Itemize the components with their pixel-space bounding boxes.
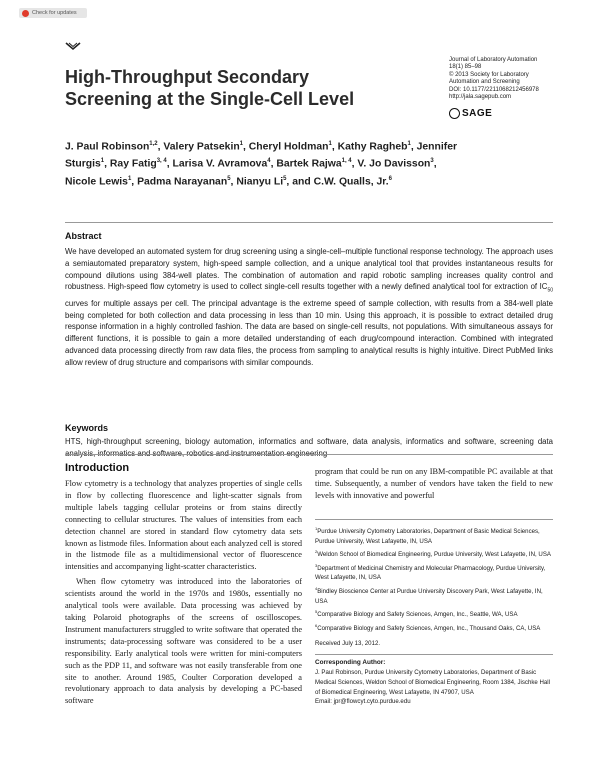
abstract-text-part-1: We have developed an automated system for drug screening using a single-cell–multiple functional response technology. The approach uses a semiautomated preparatory system, high-speed sample collection, and a unique analytical tool that provides instantaneous results for compound dilutions using 384-well plates. The combination of automation and rapid robotic sampling increases quality control and robustness. High-speed flow cytometry is used to collect single-cell results together with a newly defined analytical tool for extraction of IC [65,247,553,292]
author-affiliation-marker: 1,2 [149,141,158,147]
affiliation-item [315,547,553,560]
affiliation-text: Bindley Bioscience Center at Purdue University Discovery Park, West Lafayette, IN, USA [315,587,543,605]
affiliation-marker: 6 [315,622,318,628]
intro-paragraph: Flow cytometry is a technology that analyzes properties of single cells in flow by collecting fluorescence and light-scatter signals from multiple labels tagging cellular proteins or from stains directly connecting to cellular structures. The values of intensities from each detection channel are stored in standard flow cytometry data sets known as listmode files. Information about each analyzed cell is stored in the listmode file as a multidimensional vector of fluorescence intensities and accompanying light-scatter characteristics. [65,479,302,572]
affiliation-text: Weldon School of Biomedical Engineering, Purdue University, West Lafayette, IN, USA [317,551,551,559]
author-affiliation-marker: 4 [267,158,271,165]
author-affiliation-marker: 1 [239,141,244,147]
author-affiliation-marker: 1 [407,141,411,147]
keywords-heading: Keywords [65,423,109,433]
author-name: Padma Narayanan [137,176,228,188]
check-for-updates-badge[interactable] [19,8,87,18]
author-affiliation-marker: 6 [388,175,392,182]
affiliation-marker: 4 [315,585,318,591]
author-name: Larisa V. Avramova [172,158,268,170]
check-for-updates-label: Check for updates [32,10,77,16]
footnote-divider [315,519,553,520]
author-name: V. Jo Davisson [357,158,431,170]
journal-info [449,57,589,101]
author-name: Valery Patsekin [163,141,240,153]
author-affiliation-marker: 3, 4 [156,158,167,165]
publisher-name: SAGE [462,108,493,119]
author-affiliation-marker: 1, 4 [341,158,352,165]
author-name: Nianyu Li [236,176,284,188]
affiliation-marker: 1 [315,526,318,531]
abstract-text [65,246,553,369]
journal-logo-icon [65,42,81,51]
affiliation-text: Comparative Biology and Safety Sciences, Amgen, Inc., Seattle, WA, USA [317,611,518,619]
corresponding-author-heading: Corresponding Author: [315,659,386,666]
journal-info-line: Journal of Laboratory Automation [449,57,538,63]
author-affiliation-marker: 1 [100,158,105,165]
author-name: Jennifer Sturgis [65,141,458,170]
corresponding-author-address: J. Paul Robinson, Purdue University Cytometry Laboratories, Department of Basic Medical Sciences, Weldon School of Biomedical Engineering, Room 1384, Jischke Hall of Biomedical Engineering, West Lafayette, IN 47907, USA [315,669,550,696]
affiliation-text: Comparative Biology and Safety Sciences, Amgen, Inc., Thousand Oaks, CA, USA [317,624,541,632]
keywords-text: HTS, high-throughput screening, biology automation, informatics and software, data analysis, informatics and software, screening data analysis, informatics and software, robotics and instrumentation engineering [65,437,553,458]
affiliation-text: Department of Medicinal Chemistry and Molecular Pharmacology, Purdue University, West Lafayette, IN, USA [315,564,546,582]
introduction-heading: Introduction [65,462,130,474]
author-name: Kathy Ragheb [337,141,408,153]
author-name: Ray Fatig [109,158,157,170]
abstract-heading: Abstract [65,231,102,241]
journal-info-line: © 2013 Society for Laboratory [449,71,529,78]
publisher-logo [449,108,492,119]
affiliation-item [315,561,553,584]
affiliation-item [315,607,553,620]
abstract-text-part-2: curves for multiple assays per cell. The principal advantage is the extreme speed of sample collection, with results from a 384-well plate being completed for both collection and data processing in less than 10 min. Using this approach, it is possible to extract detailed drug response information in a highly controlled fashion. The data are based on single-cell results, not populations. With simultaneous assays for different functions, it is possible to gain a more detailed understanding of each drug/compound interaction. Combined with integrated advanced data processing directly from raw data files, the process from sampling to analytical results is highly intuitive. Direct PubMed links allow review of drug structure and comparisons with similar compounds. [65,298,553,367]
introduction-column-right: program that could be run on any IBM-compatible PC available at that time. Subsequently, a number of vendors have taken the field to new levels with innovative and powerful [315,467,553,500]
author-name: C.W. Qualls, Jr. [313,176,389,188]
author-name: J. Paul Robinson [65,141,150,153]
footnote-divider [315,654,553,655]
author-affiliation-marker: 3 [430,158,434,165]
journal-info-line: http://jala.sagepub.com [449,94,512,101]
received-date: Received July 13, 2012. [315,640,381,647]
sage-logo-icon [449,108,460,119]
article-title: High-Throughput Secondary Screening at the Single-Cell Level [65,67,355,109]
author-affiliation-marker: 5 [283,175,287,182]
journal-info-line: DOI: 10.1177/2211068212456978 [449,86,539,93]
divider [65,222,553,223]
intro-paragraph: When flow cytometry was introduced into the laboratories of scientists around the world in the 1970s and 1980s, essentially no analytical tools were available. Data processing was achieved by taking Polaroid photographs of the screens of oscilloscopes. Instrument manufacturers struggled to write software that operated the instruments; data-processing software was considered to be a user responsibility. Early analytical tools were written for mini-computers such as the PDP 11, and software was not easily transferable from one site to another. Around 1985, Coulter Corporation developed a revolutionary approach to data analysis by developing a PC-based software [65,577,302,706]
corresponding-author-info [315,668,553,707]
affiliations-list [315,524,553,634]
author-affiliation-marker: 5 [227,175,231,182]
affiliation-item [315,584,553,607]
corresponding-author-email[interactable]: Email: jpr@flowcyt.cyto.purdue.edu [315,698,411,706]
affiliation-marker: 3 [315,562,318,568]
author-affiliation-marker: 1 [328,141,332,147]
affiliation-item [315,621,553,634]
author-name: Bartek Rajwa [276,158,342,170]
journal-info-line: Automation and Screening [449,79,520,86]
author-affiliation-marker: 1 [127,175,132,182]
affiliation-marker: 2 [315,549,318,555]
affiliation-item [315,524,553,547]
introduction-column-left [65,478,302,707]
affiliation-text: Purdue University Cytometry Laboratories, Department of Basic Medical Sciences, Purdue University, West Lafayette, IN, USA [315,528,540,545]
author-list: J. Paul Robinson$^{1,2}$, Valery Patsekin$^1$, Cheryl Holdman$^1$, Kathy Ragheb$^1$, Jennifer Sturgis$^1$, Ray Fatig$^{3, 4}$, Larisa V. Avramova$^4$, Bartek Rajwa$^{1, 4}$, V. Jo Davisson$^3$, Nicole Lewis$^1$, Padma Narayanan$^5$, Nianyu Li$^5$, and C.W. Qualls, Jr.$^6$ [65,141,458,188]
journal-info-line: 18(1) 85–98 [449,64,482,71]
author-name: Cheryl Holdman [248,141,329,153]
divider [65,454,553,455]
crossmark-icon [22,10,29,17]
author-name: Nicole Lewis [65,176,128,188]
ic50-subscript: 50 [547,287,553,294]
affiliation-marker: 5 [315,609,318,615]
